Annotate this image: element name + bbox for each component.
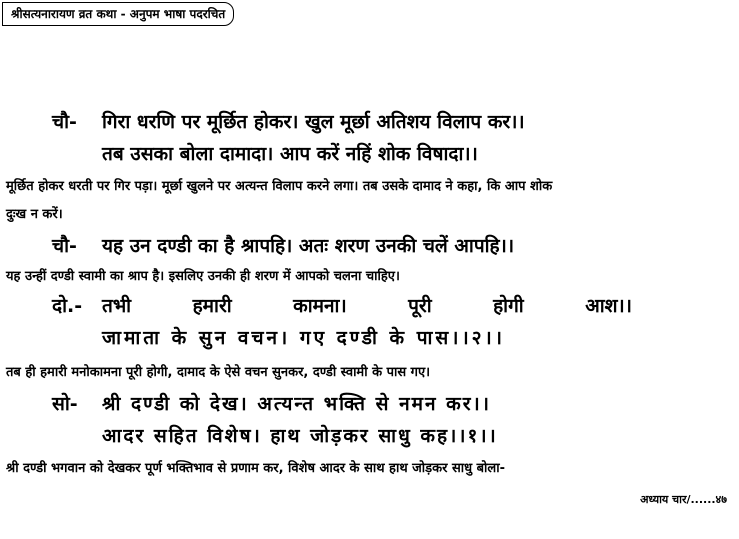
verse-tag: चौ- [52, 235, 77, 257]
prose-paragraph-1-cont: दुःख न करें। [6, 207, 63, 222]
verse-word: कामना। [293, 295, 347, 317]
verse-text: श्री दण्डी को देख। अत्यन्त भक्ति से नमन कर।। [102, 393, 491, 415]
verse-word: हमारी [192, 295, 232, 317]
verse-word: होगी [493, 295, 524, 317]
verse-word: आश।। [585, 295, 632, 317]
verse-text: तब उसका बोला दामादा। आप करें नहिं शोक विषादा।। [102, 143, 478, 165]
chapter-page-footer: अध्याय चार/......४७ [640, 493, 727, 506]
verse-text: यह उन दण्डी का है श्रापहि। अतः शरण उनकी चलें आपहि।। [102, 235, 515, 257]
prose-paragraph-1: मूर्छित होकर धरती पर गिर पड़ा। मूर्छा खुलने पर अत्यन्त विलाप करने लगा। तब उसके दामाद ने कहा, कि आप शोक [6, 179, 553, 194]
prose-paragraph-4: श्री दण्डी भगवान को देखकर पूर्ण भक्तिभाव से प्रणाम कर, विशेष आदर के साथ हाथ जोड़कर साधु बोला- [6, 461, 505, 476]
verse-text: जामाता के सुन वचन। गए दण्डी के पास।।२।। [102, 327, 505, 349]
verse-word: तभी [102, 295, 132, 317]
prose-paragraph-3: तब ही हमारी मनोकामना पूरी होगी, दामाद के ऐसे वचन सुनकर, दण्डी स्वामी के पास गए। [6, 365, 431, 380]
verse-text-justified [102, 292, 632, 318]
verse-tag: चौ- [52, 111, 77, 133]
verse-text: गिरा धरणि पर मूर्छित होकर। खुल मूर्छा अतिशय विलाप कर।। [102, 111, 525, 133]
verse-word: पूरी [408, 295, 432, 317]
verse-text: आदर सहित विशेष। हाथ जोड़कर साधु कह।।१।। [102, 425, 498, 447]
verse-tag: दो.- [52, 295, 83, 317]
prose-paragraph-2: यह उन्हीं दण्डी स्वामी का श्राप है। इसलिए उनकी ही शरण में आपको चलना चाहिए। [6, 269, 400, 284]
header-title: श्रीसत्यनारायण व्रत कथा - अनुपम भाषा पदरचित [2, 2, 234, 26]
verse-tag: सो- [52, 393, 78, 415]
